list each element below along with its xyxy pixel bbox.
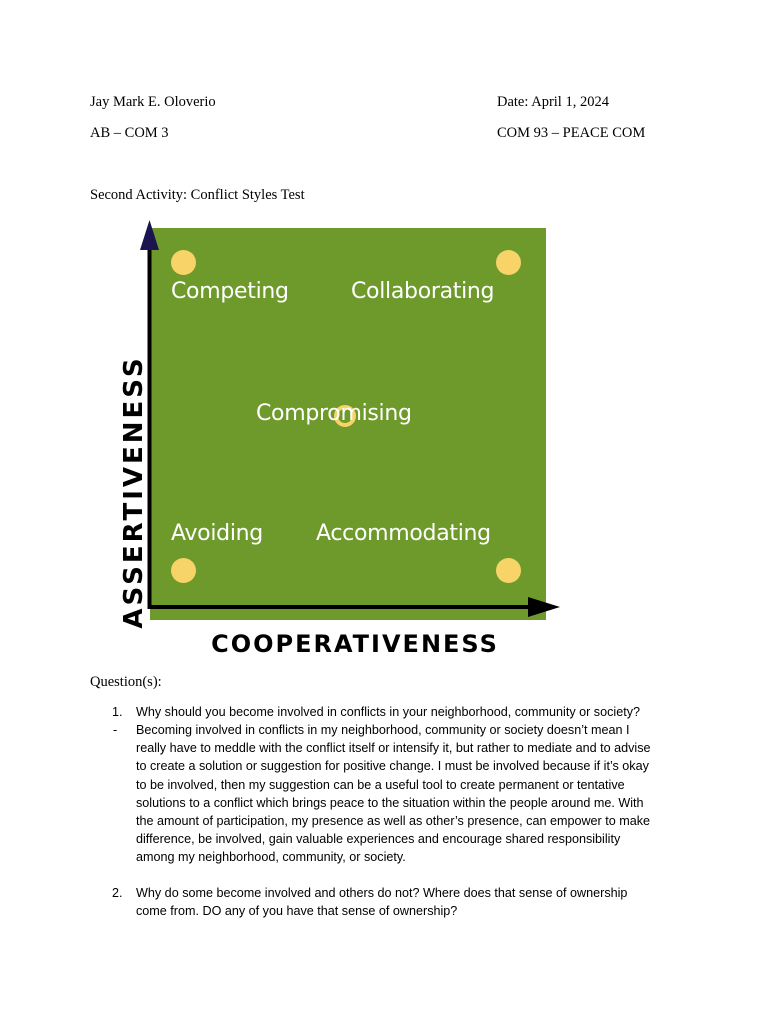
question-2-line: Why do some become involved and others do not? Where does that sense of ownership <box>136 886 628 900</box>
question-2-text <box>136 884 696 920</box>
submission-date: Date: April 1, 2024 <box>497 94 609 110</box>
conflict-styles-diagram <box>100 215 570 665</box>
x-axis-label: COOPERATIVENESS <box>211 630 499 658</box>
y-axis-label: ASSERTIVENESS <box>119 355 149 629</box>
competing-label: Competing <box>171 279 289 304</box>
student-section: AB – COM 3 <box>90 125 169 141</box>
answer-1-line: among my neighborhood, community, or society. <box>136 850 406 865</box>
compromising-label: Compromising <box>256 401 412 426</box>
collaborating-dot <box>496 250 521 275</box>
y-axis-arrow <box>140 220 159 250</box>
x-axis-arrow <box>528 597 560 617</box>
answer-1-line: the amount of participation, my presence as well as other’s presence, can empower to make <box>136 814 651 829</box>
question-1-number: 1. <box>112 705 123 719</box>
avoiding-label: Avoiding <box>171 521 263 546</box>
student-name: Jay Mark E. Oloverio <box>90 94 216 110</box>
competing-dot <box>171 250 196 275</box>
question-2-line: come from. DO any of you have that sense of ownership? <box>136 904 458 919</box>
answer-1-line: solutions to a conflict which brings peace to the situation within the people around me. With <box>136 795 644 810</box>
accommodating-dot <box>496 558 521 583</box>
questions-heading: Question(s): <box>90 674 162 690</box>
answer-1-line: Becoming involved in conflicts in my neighborhood, community or society doesn’t mean I <box>136 723 630 737</box>
accommodating-label: Accommodating <box>316 521 491 546</box>
answer-1-line: difference, be involved, gain valuable experiences and encourage shared responsibility <box>136 832 621 847</box>
avoiding-dot <box>171 558 196 583</box>
activity-title: Second Activity: Conflict Styles Test <box>90 187 305 203</box>
answer-1-line: really have to meddle with the conflict itself or intensify it, but rather to mediate and to advise <box>136 741 651 756</box>
question-1-text: Why should you become involved in conflicts in your neighborhood, community or society? <box>136 705 641 719</box>
answer-1-line: to create a solution or suggestion for positive change. I must be involved because if it’s okay <box>136 759 649 774</box>
answer-1-line: to be involved, then my suggestion can be a useful tool to create permanent or tentative <box>136 777 625 792</box>
course-code: COM 93 – PEACE COM <box>497 125 646 141</box>
answer-1-marker: - <box>113 723 118 737</box>
collaborating-label: Collaborating <box>351 279 495 304</box>
answer-1 <box>136 721 696 867</box>
question-2-number: 2. <box>112 886 123 900</box>
